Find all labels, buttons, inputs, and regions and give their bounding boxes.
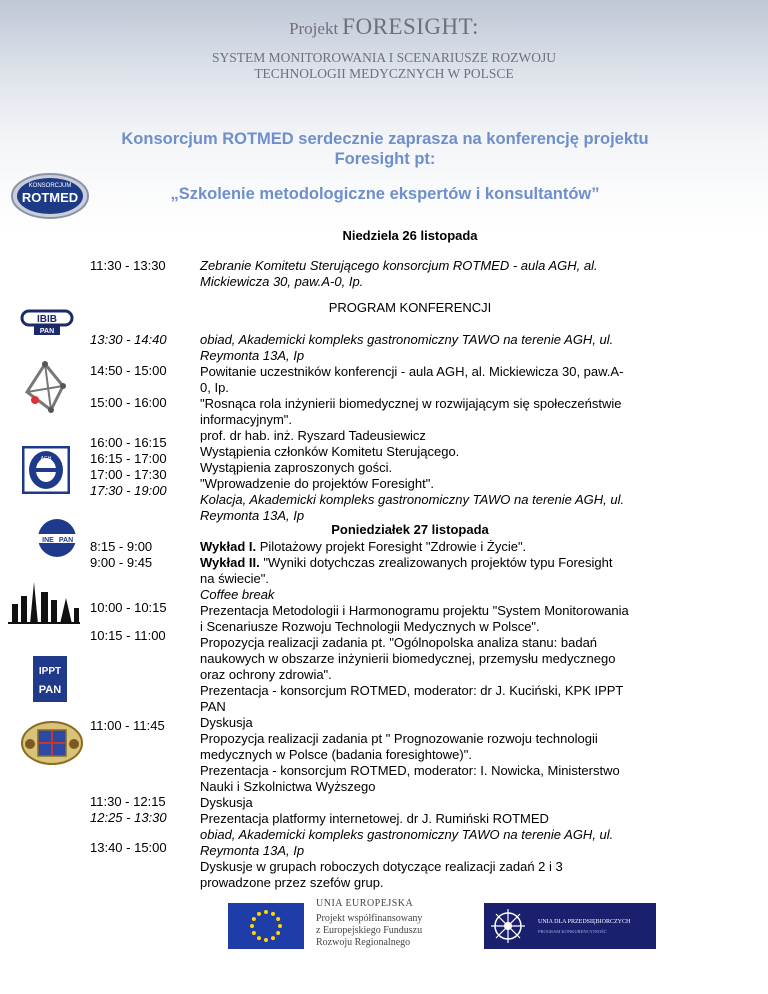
ibib-logo-pan: PAN: [39, 328, 55, 335]
lecture-text: "Wyniki dotychczas zrealizowanych projektów typu Foresight: [259, 555, 613, 570]
program-line: Prezentacja - konsorcjum ROTMED, moderator: I. Nowicka, Ministerstwo: [200, 763, 620, 778]
ippt-logo-pan: PAN: [38, 684, 62, 696]
day2-time: 10:00 - 10:15: [90, 600, 167, 615]
project-name: FORESIGHT:: [342, 14, 479, 39]
day1-time: 17:30 - 19:00: [90, 483, 167, 498]
program-line: medycznych w Polsce (badania foresightowe)".: [200, 747, 472, 762]
day1-pre-desc: [200, 258, 680, 290]
invitation-line-2: Foresight pt:: [334, 150, 436, 168]
program-line: Nauki i Szkolnictwa Wyższego: [200, 779, 376, 794]
agh-logo: [22, 446, 70, 494]
program-line: i Scenariusze Rozwoju Technologii Medycznych w Polsce".: [200, 619, 540, 634]
eu-star: [250, 924, 254, 928]
eu-star: [264, 938, 268, 942]
eu-star: [252, 917, 256, 921]
day1-time: 16:00 - 16:15: [90, 435, 167, 450]
program-line: [200, 539, 680, 555]
day1-date: Niedziela 26 listopada: [342, 228, 478, 243]
lecture-label: Wykład II.: [200, 555, 260, 570]
program-line: obiad, Akademicki kompleks gastronomiczny TAWO na terenie AGH, ul.: [200, 827, 614, 842]
ippt-logo-text: IPPT: [38, 666, 62, 677]
day1-time: 14:50 - 15:00: [90, 363, 167, 378]
right-logo-title: UNIA DLA PRZEDSIĘBIORCZYCH: [538, 919, 631, 925]
eu-star: [278, 924, 282, 928]
eu-line: Projekt współfinansowany: [316, 913, 423, 924]
eu-star: [276, 917, 280, 921]
program-line: [200, 555, 680, 571]
day1-pre-time: 11:30 - 13:30: [90, 258, 166, 273]
program-line: informacyjnym".: [200, 412, 293, 427]
program-line: Coffee break: [200, 587, 275, 602]
program-line: prowadzone przez szefów grup.: [200, 875, 384, 890]
program-line: PAN: [200, 699, 226, 714]
day2-time: 11:30 - 12:15: [90, 794, 166, 809]
program-line: Prezentacja Metodologii i Harmonogramu projektu "System Monitorowania: [200, 603, 629, 618]
program-line: Propozycja realizacji zadania pt " Prognozowanie rozwoju technologii: [200, 731, 598, 746]
city-skyline-logo: [8, 578, 80, 624]
ine-logo-pan: PAN: [58, 537, 74, 544]
eu-star: [264, 910, 268, 914]
ibib-pan-logo: [20, 307, 74, 337]
eu-text-block: [316, 898, 422, 949]
ibib-logo-text: IBIB: [37, 314, 57, 325]
program-line: Wystąpienia zaproszonych gości.: [200, 460, 393, 475]
molecule-logo: [23, 360, 67, 414]
ine-pan-logo: [37, 518, 77, 558]
program-line: prof. dr hab. inż. Ryszard Tadeusiewicz: [200, 428, 426, 443]
day1-time: 17:00 - 17:30: [90, 467, 167, 482]
rotmed-logo: [10, 172, 90, 220]
project-label: Projekt: [289, 19, 339, 38]
lecture-label: Wykład I.: [200, 539, 257, 554]
program-line: Reymonta 13A, Ip: [200, 348, 305, 363]
ippt-pan-logo: [33, 656, 67, 702]
rotmed-logo-text: ROTMED: [21, 190, 79, 205]
program-line: Propozycja realizacji zadania pt. "Ogólnopolska analiza stanu: badań: [200, 635, 598, 650]
subtitle-line-1: SYSTEM MONITOROWANIA I SCENARIUSZE ROZWOJU: [211, 50, 556, 65]
eu-star: [271, 936, 275, 940]
eu-line: z Europejskiego Funduszu: [316, 925, 423, 936]
program-title: PROGRAM KONFERENCJI: [328, 300, 492, 315]
program-line: Reymonta 13A, Ip: [200, 508, 305, 523]
invitation: [90, 129, 680, 169]
day2-time: 11:00 - 11:45: [90, 718, 165, 733]
program-line: na świecie".: [200, 571, 269, 586]
unia-dla-przedsiebiorczych-logo: [484, 903, 656, 949]
day2-time: 10:15 - 11:00: [90, 628, 166, 643]
program-line: obiad, Akademicki kompleks gastronomiczny TAWO na terenie AGH, ul.: [200, 332, 614, 347]
program-line: Kolacja, Akademicki kompleks gastronomiczny TAWO na terenie AGH, ul.: [200, 492, 625, 507]
program-line: Wystąpienia członków Komitetu Sterującego.: [200, 444, 460, 459]
day1-time: 13:30 - 14:40: [90, 332, 167, 347]
ine-logo-text: INE: [42, 537, 54, 544]
program-line: Dyskusja: [200, 715, 253, 730]
day2-date: Poniedziałek 27 listopada: [331, 522, 489, 537]
pre-line: Zebranie Komitetu Sterującego konsorcjum ROTMED - aula AGH, al.: [200, 258, 598, 273]
day2-time: 13:40 - 15:00: [90, 840, 167, 855]
eu-star: [276, 931, 280, 935]
eu-line: Rozwoju Regionalnego: [316, 937, 411, 948]
program-line: Dyskusje w grupach roboczych dotyczące realizacji zadań 2 i 3: [200, 859, 563, 874]
program-line: Prezentacja - konsorcjum ROTMED, moderator: dr J. Kuciński, KPK IPPT: [200, 683, 624, 698]
day1-program: [200, 332, 680, 524]
invitation-line-1: Konsorcjum ROTMED serdecznie zaprasza na konferencję projektu: [121, 130, 649, 148]
pre-line: Mickiewicza 30, paw.A-0, Ip.: [200, 274, 364, 289]
day1-time: 16:15 - 17:00: [90, 451, 167, 466]
eu-flag-icon: [228, 903, 304, 949]
day2-time: 8:15 - 9:00: [90, 539, 153, 554]
program-line: Dyskusja: [200, 795, 253, 810]
eu-star: [252, 931, 256, 935]
program-line: naukowych w obszarze inżynierii biomedycznej, przemysłu medycznego: [200, 651, 616, 666]
eu-title: UNIA EUROPEJSKA: [316, 898, 414, 909]
project-header: [0, 14, 768, 40]
agh-logo-text: AGH: [40, 456, 52, 462]
eu-star: [271, 912, 275, 916]
program-line: 0, Ip.: [200, 380, 229, 395]
project-subtitle: [0, 50, 768, 82]
right-logo-sub: PROGRAM KONKURENCYJNOŚĆ: [538, 929, 607, 934]
day1-time: 15:00 - 16:00: [90, 395, 167, 410]
program-line: Reymonta 13A, Ip: [200, 843, 305, 858]
subtitle-line-2: TECHNOLOGII MEDYCZNYCH W POLSCE: [254, 66, 514, 81]
rotmed-logo-top: KONSORCJUM: [28, 183, 72, 189]
day2-program: [200, 539, 680, 891]
program-line: Powitanie uczestników konferencji - aula AGH, al. Mickiewicza 30, paw.A-: [200, 364, 624, 379]
conference-title: „Szkolenie metodologiczne ekspertów i konsultantów”: [170, 185, 600, 203]
program-line: Prezentacja platformy internetowej. dr J. Rumiński ROTMED: [200, 811, 549, 826]
program-line: oraz ochrony zdrowia".: [200, 667, 332, 682]
program-line: "Rosnąca rola inżynierii biomedycznej w rozwijającym się społeczeństwie: [200, 396, 622, 411]
day2-time: 9:00 - 9:45: [90, 555, 153, 570]
day2-time: 12:25 - 13:30: [90, 810, 167, 825]
eu-star: [257, 912, 261, 916]
program-line: "Wprowadzenie do projektów Foresight".: [200, 476, 434, 491]
university-crest-logo: [20, 720, 84, 766]
eu-star: [257, 936, 261, 940]
lecture-text: Pilotażowy projekt Foresight "Zdrowie i Życie".: [256, 539, 527, 554]
